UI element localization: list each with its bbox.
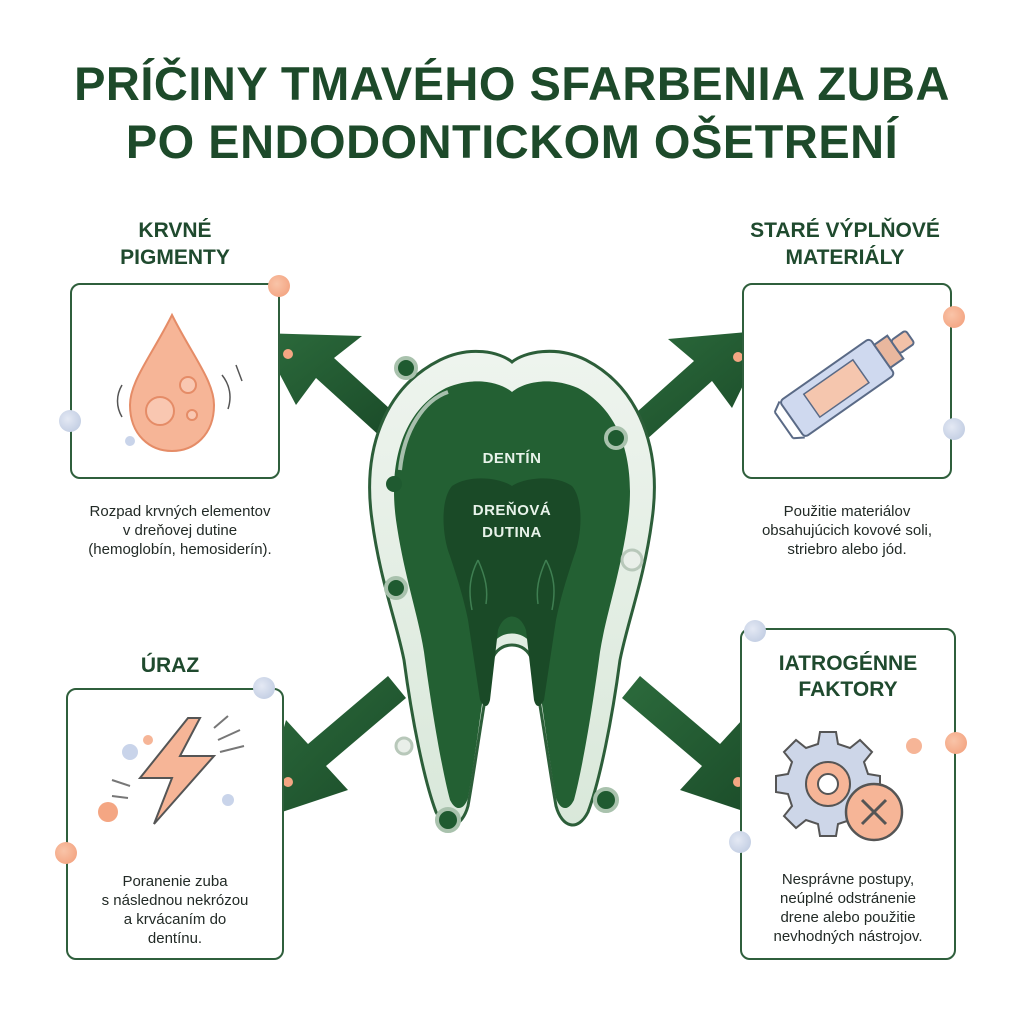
trauma-heading: ÚRAZ [140, 654, 200, 677]
decor-dot [943, 306, 965, 328]
decor-dot [729, 831, 751, 853]
iatrogenic-card [740, 628, 956, 960]
gear-with-x-icon [742, 724, 954, 854]
decor-dot [253, 677, 275, 699]
decor-dot [744, 620, 766, 642]
filling-materials-heading-line-1: STARÉ VÝPLŇOVÉ [750, 219, 940, 242]
paste-tube-icon [744, 285, 950, 477]
blood-pigments-heading-line-2: PIGMENTY [120, 246, 230, 269]
filling-materials-desc-line-1: Použitie materiálov [783, 503, 911, 520]
trauma-card [66, 688, 284, 960]
page-title-line-1: PRÍČINY TMAVÉHO SFARBENIA ZUBA [74, 57, 950, 110]
iatrogenic-desc-line-4: nevhodných nástrojov. [773, 928, 923, 945]
page-title-line-2: PO ENDODONTICKOM OŠETRENÍ [125, 115, 899, 168]
blood-pigments-desc-line-3: (hemoglobín, hemosiderín). [88, 541, 272, 558]
blood-drop-icon [72, 285, 278, 477]
decor-dot [943, 418, 965, 440]
iatrogenic-heading-line-1: IATROGÉNNE [778, 652, 918, 675]
pulp-chamber-label-line-2: DUTINA [482, 524, 542, 541]
decor-dot [945, 732, 967, 754]
filling-materials-card [742, 283, 952, 479]
lightning-icon [68, 700, 282, 830]
iatrogenic-desc-line-1: Nesprávne postupy, [781, 871, 915, 888]
decor-dot [268, 275, 290, 297]
dentin-label: DENTÍN [482, 450, 542, 467]
iatrogenic-heading-line-2: FAKTORY [798, 678, 898, 701]
tooth-illustration [370, 351, 655, 825]
blood-pigments-desc-line-1: Rozpad krvných elementov [89, 503, 271, 520]
trauma-desc-line-3: a krvácaním do [123, 911, 227, 928]
blood-pigments-desc-line-2: v dreňovej dutine [122, 522, 238, 539]
trauma-desc-line-1: Poranenie zuba [122, 873, 228, 890]
iatrogenic-desc-line-2: neúplné odstránenie [780, 890, 916, 907]
decor-dot [55, 842, 77, 864]
trauma-desc-line-4: dentínu. [147, 930, 203, 947]
decor-dot [59, 410, 81, 432]
iatrogenic-desc-line-3: drene alebo použitie [780, 909, 916, 926]
pulp-chamber-label-line-1: DREŇOVÁ [472, 502, 552, 519]
filling-materials-desc-line-3: striebro alebo jód. [787, 541, 907, 558]
blood-pigments-heading-line-1: KRVNÉ [138, 219, 212, 242]
trauma-desc-line-2: s následnou nekrózou [101, 892, 249, 909]
filling-materials-desc-line-2: obsahujúcich kovové soli, [761, 522, 933, 539]
blood-pigments-card [70, 283, 280, 479]
filling-materials-heading-line-2: MATERIÁLY [785, 246, 905, 269]
